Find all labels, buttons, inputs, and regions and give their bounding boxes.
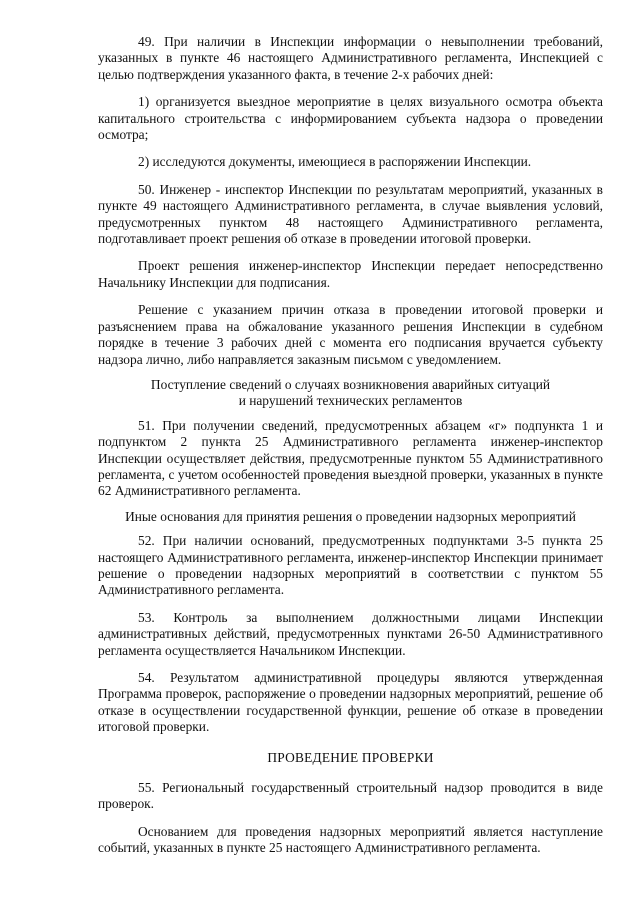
subheading-emergency-line-1: Поступление сведений о случаях возникновения аварийных ситуаций [150,376,551,392]
paragraph-55: 55. Региональный государственный строительный надзор проводится в виде проверок. [98,780,603,812]
paragraph-49-item-2: 2) исследуются документы, имеющиеся в распоряжении Инспекции. [138,154,532,170]
paragraph-50-draft: Проект решения инженер-инспектор Инспекции передает непосредственно Начальнику Инспекции для подписания. [98,258,603,290]
paragraph-53: 53. Контроль за выполнением должностными лицами Инспекции административных действий, предусмотренных пунктами 26-50 Административного регламента осуществляется Начальником Инспекции. [98,609,603,658]
paragraph-49: 49. При наличии в Инспекции информации о невыполнении требований, указанных в пункте 46 настоящего Административного регламента, Инспекцией с целью подтверждения указанного факта, в течение 2-х рабочих дней: [98,34,603,82]
paragraph-54: 54. Результатом административной процедуры являются утвержденная Программа проверок, распоряжение о проведении надзорных мероприятий, решение об отказе в осуществлении государственной функции, решение об отказе в проведении итоговой проверки. [98,670,603,735]
subheading-other-grounds: Иные основания для принятия решения о проведении надзорных мероприятий [125,508,576,524]
paragraph-50-decision: Решение с указанием причин отказа в проведении итоговой проверки и разъяснением права на обжалование указанного решения Инспекции в судебном порядке в течение 3 рабочих дней с момента его подписания вручается субъекту надзора лично, либо направляется заказным письмом с уведомлением. [98,302,603,367]
paragraph-50: 50. Инженер - инспектор Инспекции по результатам мероприятий, указанных в пункте 49 настоящего Административного регламента, в случае выявления условий, предусмотренных пунктом 48 настоящего Административного регламента, подготавливает проект решения об отказе в проведении итоговой проверки. [98,181,603,247]
subheading-emergency-situations [98,377,603,410]
section-title: ПРОВЕДЕНИЕ ПРОВЕРКИ [267,749,434,765]
paragraph-51: 51. При получении сведений, предусмотренных абзацем «г» подпункта 1 и подпунктом 2 пункта 25 Административного регламента инженер-инспектор Инспекции осуществляет действия, предусмотренные пунктом 55 Административного регламента, с учетом особенностей проведения выездной проверки, указанных в пункте 62 Административного регламента. [98,417,603,499]
paragraph-55-grounds: Основанием для проведения надзорных мероприятий является наступление событий, указанных в пункте 25 настоящего Административного регламента. [98,823,603,856]
document-page [98,34,603,868]
paragraph-52: 52. При наличии оснований, предусмотренных подпунктами 3-5 пункта 25 настоящего Административного регламента, инженер-инспектор Инспекции принимает решение о проведении надзорных мероприятий в соответствии с пунктом 55 Административного регламента. [98,533,603,598]
subheading-emergency-line-2: и нарушений технических регламентов [238,393,463,409]
paragraph-49-item-1: 1) организуется выездное мероприятие в целях визуального осмотра объекта капитального строительства с информированием субъекта надзора о проведении осмотра; [98,94,603,143]
